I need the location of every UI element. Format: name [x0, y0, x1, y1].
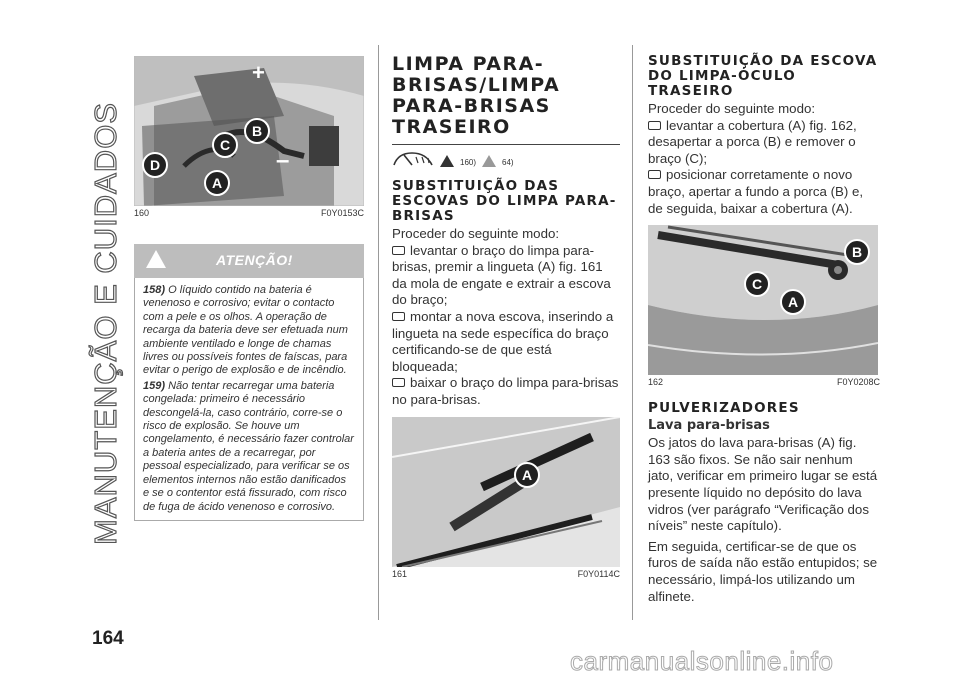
column-3: [648, 54, 880, 605]
figure-code: F0Y0114C: [577, 568, 620, 579]
callout-d: D: [142, 152, 168, 178]
warning-ref: 64): [502, 158, 514, 167]
note-text: Não tentar recarregar uma bateria congelada: primeiro é necessário descongelá-la, caso contrário, corre-se o risco de explosão. Se houve um congelamento, é necessário fazer controlar a bateria antes de a recarregar, por pessoal especializado, para verificar se os elementos internos não estão danificados e se o contentor está fissurado, com risco de fuga de ácido venenoso e corrosivo.: [143, 379, 354, 513]
callout-b: B: [844, 239, 870, 265]
callout-a: A: [780, 289, 806, 315]
chapter-side-title: MANUTENÇÃO E CUIDADOS: [88, 102, 123, 545]
section-heading: SUBSTITUIÇÃO DA ESCOVA DO LIMPA-ÓCULO TRASEIRO: [648, 53, 878, 99]
warning-icon: [146, 250, 166, 268]
svg-text:+: +: [252, 60, 265, 85]
figure-number: 162: [648, 377, 664, 388]
figure-code: F0Y0208C: [836, 377, 880, 388]
figure-161: [392, 417, 620, 567]
figure-code: F0Y0153C: [320, 208, 364, 218]
figure-number: 161: [392, 568, 408, 579]
step-bullet-icon: [392, 312, 405, 321]
step-item: [648, 118, 880, 168]
callout-a: A: [204, 170, 230, 196]
column-divider: [632, 45, 633, 620]
figure-160: [134, 56, 364, 206]
step-text: levantar o braço do limpa para-brisas, premir a lingueta (A) fig. 161 da mola de engate e extrair a escova do braço;: [392, 242, 611, 308]
warning-ref: 160): [460, 158, 477, 167]
attention-body: [134, 278, 364, 521]
step-bullet-icon: [392, 378, 405, 387]
wiper-icon: [392, 149, 434, 167]
column-2: [392, 54, 620, 579]
callout-b: B: [244, 118, 270, 144]
note-158: [143, 284, 355, 378]
wiper-blade-illustration: [392, 417, 620, 567]
callout-c: C: [212, 132, 238, 158]
step-item: [392, 309, 620, 375]
step-bullet-icon: [648, 121, 661, 130]
caution-triangle-icon: [482, 155, 496, 167]
section-heading: LIMPA PARA-BRISAS/LIMPA PARA-BRISAS TRASEIRO: [392, 53, 561, 138]
step-text: posicionar corretamente o novo braço, apertar a fundo a porca (B) e, de seguida, baixar a cobertura (A).: [648, 167, 864, 216]
step-bullet-icon: [648, 170, 661, 179]
figure-161-caption: [392, 569, 620, 579]
column-1: [134, 56, 364, 521]
step-text: baixar o braço do limpa para-brisas no para-brisas.: [392, 375, 619, 407]
note-text: O líquido contido na bateria é venenoso e corrosivo; evitar o contacto com a pele e os olhos. A operação de recarga da bateria deve ser efetuada num ambiente ventilado e longe de chamas livres ou possíveis fontes de faíscas, para evitar o perigo de explosão e de incêndio.: [143, 284, 348, 377]
attention-header: [134, 244, 364, 278]
figure-162: [648, 225, 878, 375]
callout-c: C: [744, 271, 770, 297]
figure-number: 160: [134, 208, 150, 218]
svg-text:–: –: [276, 147, 290, 174]
sub-heading: SUBSTITUIÇÃO DAS ESCOVAS DO LIMPA PARA-BRISAS: [392, 178, 617, 224]
attention-title: ATENÇÃO!: [216, 252, 293, 268]
step-bullet-icon: [392, 246, 405, 255]
step-item: [392, 243, 620, 309]
note-number: 158): [143, 284, 166, 296]
warning-triangle-icon: [440, 155, 454, 167]
intro-text: Proceder do seguinte modo:: [392, 226, 560, 241]
figure-160-caption: [134, 208, 364, 218]
sub-heading: Lava para-brisas: [648, 418, 770, 434]
note-159: [143, 380, 355, 514]
figure-162-caption: [648, 377, 880, 387]
body-paragraph: Em seguida, certificar-se de que os furos de saída não estão entupidos; se necessário, limpá-los utilizando um alfinete.: [648, 538, 878, 604]
note-number: 159): [143, 379, 166, 392]
column-divider: [378, 45, 379, 620]
step-text: montar a nova escova, inserindo a lingueta na sede específica do braço certificando-se de que está bloqueada;: [392, 308, 614, 374]
heading-rule: [392, 144, 620, 145]
page-number: 164: [92, 628, 124, 649]
step-item: [648, 167, 880, 217]
body-paragraph: Os jatos do lava para-brisas (A) fig. 163 são fixos. Se não sair nenhum jato, verificar em primeiro lugar se está presente líquido no depósito do lava vidros (ver parágrafo “Verificação dos níveis” neste capítulo).: [648, 435, 878, 534]
step-text: levantar a cobertura (A) fig. 162, desapertar a porca (B) e remover o braço (C);: [648, 117, 857, 166]
step-item: [392, 375, 620, 408]
watermark: carmanualsonline.info: [570, 646, 834, 676]
callout-a: A: [514, 462, 540, 488]
section-heading: PULVERIZADORES: [648, 400, 800, 417]
intro-text: Proceder do seguinte modo:: [648, 101, 816, 116]
warning-references: [392, 149, 620, 167]
